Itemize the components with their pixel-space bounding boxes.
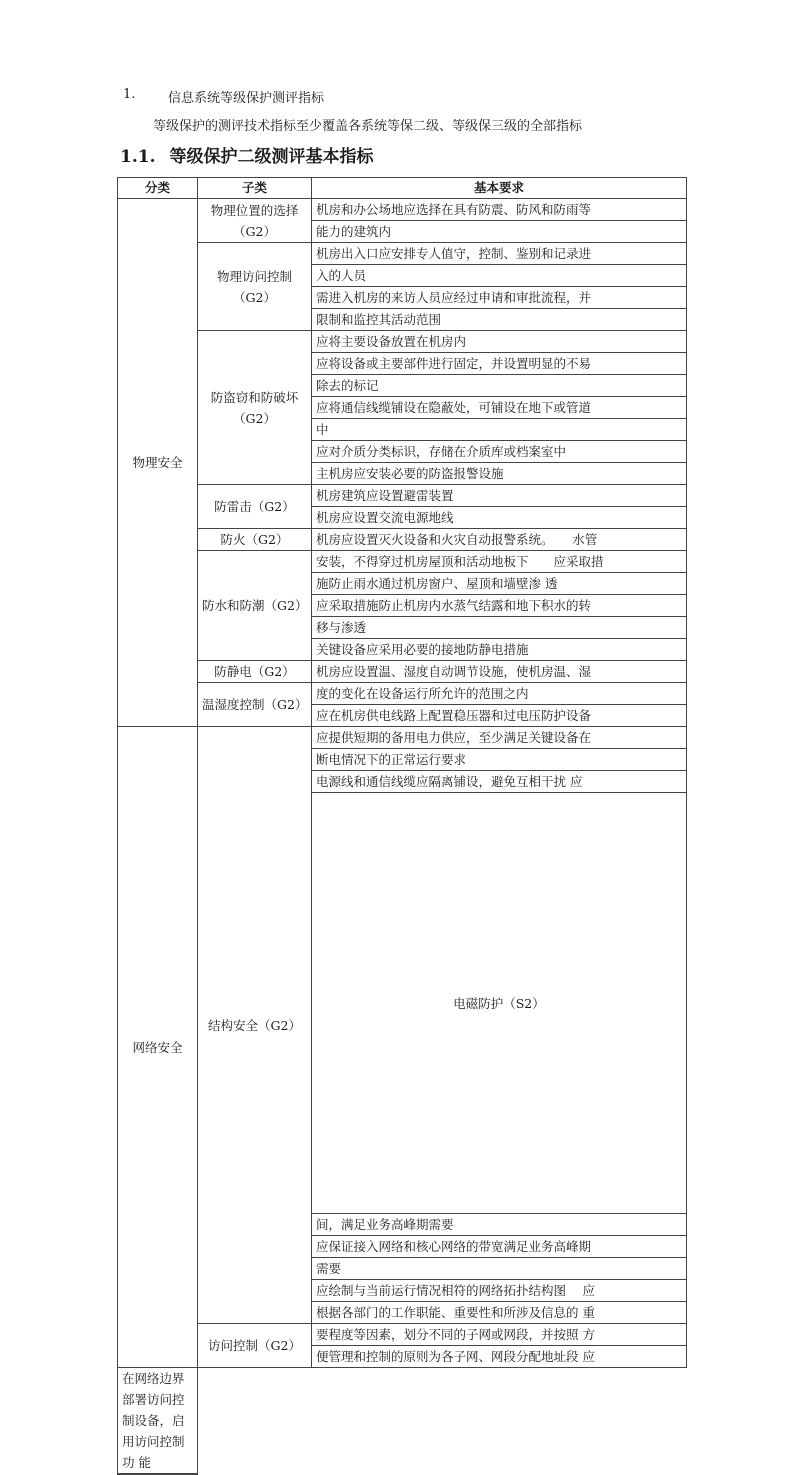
requirement-text: 机房和办公场地应选择在具有防震、防风和防雨等	[316, 202, 592, 217]
intro-paragraph: 等级保护的测评技术指标至少覆盖各系统等保二级、等级保三级的全部指标	[153, 119, 583, 134]
requirement-cell	[312, 1258, 687, 1280]
requirement-cell	[312, 1214, 687, 1236]
requirement-cell	[312, 419, 687, 441]
header-category: 分类	[118, 178, 198, 199]
requirement-text: 能力的建筑内	[316, 224, 392, 239]
requirement-cell	[312, 463, 687, 485]
requirement-cell	[312, 441, 687, 463]
subcategory-cell: 温湿度控制（G2）	[198, 683, 312, 727]
table-row	[118, 199, 687, 221]
table-row	[118, 243, 687, 265]
requirement-text: 移与渗透	[316, 620, 367, 635]
requirement-text: 应提供短期的备用电力供应，至少满足关键设备在	[316, 730, 592, 745]
requirement-cell	[312, 595, 687, 617]
requirement-cell	[312, 573, 687, 595]
requirement-cell	[312, 353, 687, 375]
requirement-cell	[312, 1324, 687, 1346]
requirement-text: 需要	[316, 1261, 342, 1276]
requirement-text: 中	[316, 422, 329, 437]
requirement-text: 度的变化在设备运行所允许的范围之内	[316, 686, 529, 701]
header-requirement: 基本要求	[312, 178, 687, 199]
requirement-cell	[312, 1346, 687, 1368]
requirement-cell	[312, 309, 687, 331]
subsection-number: 1.1.	[120, 147, 156, 167]
requirement-cell	[312, 287, 687, 309]
subsection-heading	[120, 142, 374, 167]
subcategory-cell: 防水和防潮（G2）	[198, 551, 312, 661]
requirement-cell	[312, 507, 687, 529]
section-number: 1.	[123, 87, 136, 102]
requirements-table	[117, 177, 687, 1475]
requirement-text: 除去的标记	[316, 378, 379, 393]
table-row	[118, 661, 687, 683]
requirement-cell	[312, 485, 687, 507]
requirement-cell	[312, 617, 687, 639]
subcategory-cell: 物理位置的选择（G2）	[198, 199, 312, 243]
requirement-cell	[312, 683, 687, 705]
table-row	[118, 1324, 687, 1346]
requirement-cell	[312, 221, 687, 243]
requirement-text: 需进入机房的来访人员应经过申请和审批流程，并	[316, 290, 592, 305]
requirement-cell	[312, 551, 687, 573]
requirement-cell	[312, 749, 687, 771]
subcategory-cell: 电磁防护（S2）	[312, 793, 687, 1214]
requirement-text: 应对介质分类标识，存储在介质库或档案室中	[316, 444, 567, 459]
subcategory-cell: 防火（G2）	[198, 529, 312, 551]
requirement-text: 机房出入口应安排专人值守，控制、鉴别和记录进	[316, 246, 592, 261]
requirement-cell	[312, 1302, 687, 1324]
requirement-cell	[312, 243, 687, 265]
requirement-text: 应采取措施防止机房内水蒸气结露和地下积水的转	[316, 598, 592, 613]
table-row	[118, 1368, 687, 1474]
subcategory-cell: 防盗窃和防破坏（G2）	[198, 331, 312, 485]
requirement-text: 根据各部门的工作职能、重要性和所涉及信息的 重	[316, 1305, 595, 1320]
requirement-text: 应将通信线缆铺设在隐蔽处，可铺设在地下或管道	[316, 400, 592, 415]
requirement-cell	[312, 199, 687, 221]
subcategory-cell: 访问控制（G2）	[198, 1324, 312, 1368]
requirement-cell	[312, 771, 687, 793]
category-cell: 物理安全	[118, 199, 198, 727]
requirement-text: 机房应设置灭火设备和火灾自动报警系统。 水管	[316, 532, 598, 547]
requirement-text: 应在机房供电线路上配置稳压器和过电压防护设备	[316, 708, 592, 723]
requirement-text: 断电情况下的正常运行要求	[316, 752, 467, 767]
header-subcategory: 子类	[198, 178, 312, 199]
subcategory-cell: 防静电（G2）	[198, 661, 312, 683]
requirement-cell	[312, 1236, 687, 1258]
requirement-cell	[312, 397, 687, 419]
table-row	[118, 1474, 687, 1475]
requirement-text: 主机房应安装必要的防盗报警设施	[316, 466, 504, 481]
requirement-text: 机房建筑应设置避雷装置	[316, 488, 454, 503]
requirement-cell	[312, 331, 687, 353]
requirement-text: 应将主要设备放置在机房内	[316, 334, 467, 349]
requirement-text: 要程度等因素，划分不同的子网或网段，并按照 方	[316, 1327, 595, 1342]
table-row	[118, 529, 687, 551]
table-row	[118, 551, 687, 573]
requirement-cell	[312, 529, 687, 551]
requirement-cell	[118, 1474, 198, 1475]
table-row	[118, 485, 687, 507]
requirement-text: 机房应设置交流电源地线	[316, 510, 454, 525]
requirement-cell	[312, 705, 687, 727]
subcategory-cell: 防雷击（G2）	[198, 485, 312, 529]
subcategory-cell: 物理访问控制（G2）	[198, 243, 312, 331]
requirement-cell	[312, 727, 687, 749]
requirement-text: 应将设备或主要部件进行固定，并设置明显的不易	[316, 356, 592, 371]
requirement-text: 限制和监控其活动范围	[316, 312, 442, 327]
requirement-text: 施防止雨水通过机房窗户、屋顶和墙壁渗 透	[316, 576, 558, 591]
requirement-text: 间，满足业务高峰期需要	[316, 1217, 454, 1232]
requirement-cell	[312, 375, 687, 397]
subsection-title: 等级保护二级测评基本指标	[169, 147, 374, 167]
requirement-cell	[312, 639, 687, 661]
section-title: 信息系统等级保护测评指标	[168, 91, 325, 106]
table-row	[118, 727, 687, 749]
requirement-text: 关键设备应采用必要的接地防静电措施	[316, 642, 529, 657]
requirement-text: 应保证接入网络和核心网络的带宽满足业务高峰期	[316, 1239, 592, 1254]
requirement-cell	[312, 265, 687, 287]
category-cell: 网络安全	[118, 727, 198, 1368]
table-row	[118, 331, 687, 353]
requirement-text: 机房应设置温、湿度自动调节设施，使机房温、湿	[316, 664, 592, 679]
table-header-row	[118, 178, 687, 199]
requirement-text: 入的人员	[316, 268, 367, 283]
subcategory-cell: 结构安全（G2）	[198, 727, 312, 1324]
requirement-text: 安装，不得穿过机房屋顶和活动地板下 应采取措	[316, 554, 604, 569]
table-row	[118, 683, 687, 705]
requirement-text: 在网络边界部署访问控制设备，启用访问控制功 能	[122, 1371, 185, 1470]
requirement-text: 便管理和控制的原则为各子网、网段分配地址段 应	[316, 1349, 595, 1364]
requirement-text: 电源线和通信线缆应隔离铺设，避免互相干扰 应	[316, 774, 583, 789]
requirement-cell	[312, 661, 687, 683]
requirement-text: 应绘制与当前运行情况相符的网络拓扑结构图 应	[316, 1283, 595, 1298]
requirement-cell	[312, 1280, 687, 1302]
requirement-cell	[118, 1368, 198, 1474]
